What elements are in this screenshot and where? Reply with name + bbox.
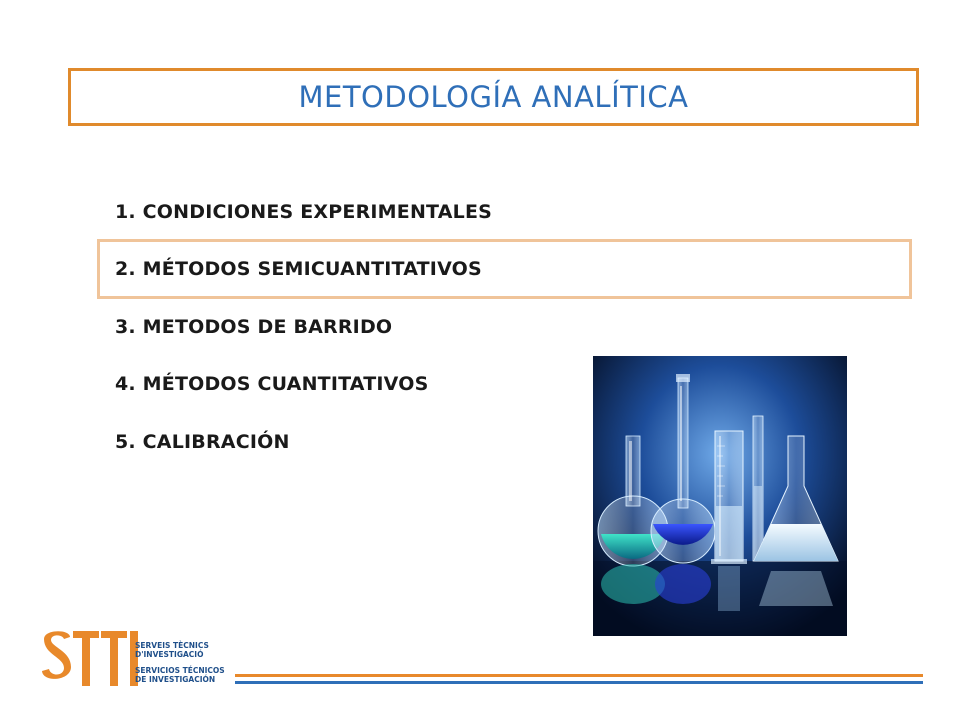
list-item-5: 5. CALIBRACIÓN	[115, 431, 290, 453]
logo-line-4: DE INVESTIGACIÓN	[135, 675, 216, 684]
list-item-1: 1. CONDICIONES EXPERIMENTALES	[115, 201, 493, 223]
logo-line-2: D'INVESTIGACIÓ	[135, 650, 204, 659]
footer-divider	[235, 674, 923, 686]
stti-logo	[40, 625, 240, 695]
list-item-3: 3. METODOS DE BARRIDO	[115, 316, 393, 338]
list-item-4: 4. MÉTODOS CUANTITATIVOS	[115, 373, 429, 395]
laboratory-glassware-photo	[593, 356, 847, 636]
logo-line-1: SERVEIS TÈCNICS	[135, 641, 209, 650]
list-item-2: 2. MÉTODOS SEMICUANTITATIVOS	[115, 258, 482, 280]
logo-line-3: SERVICIOS TÉCNICOS	[135, 666, 225, 675]
page-title: METODOLOGÍA ANALÍTICA	[298, 80, 689, 114]
title-box	[68, 68, 919, 126]
